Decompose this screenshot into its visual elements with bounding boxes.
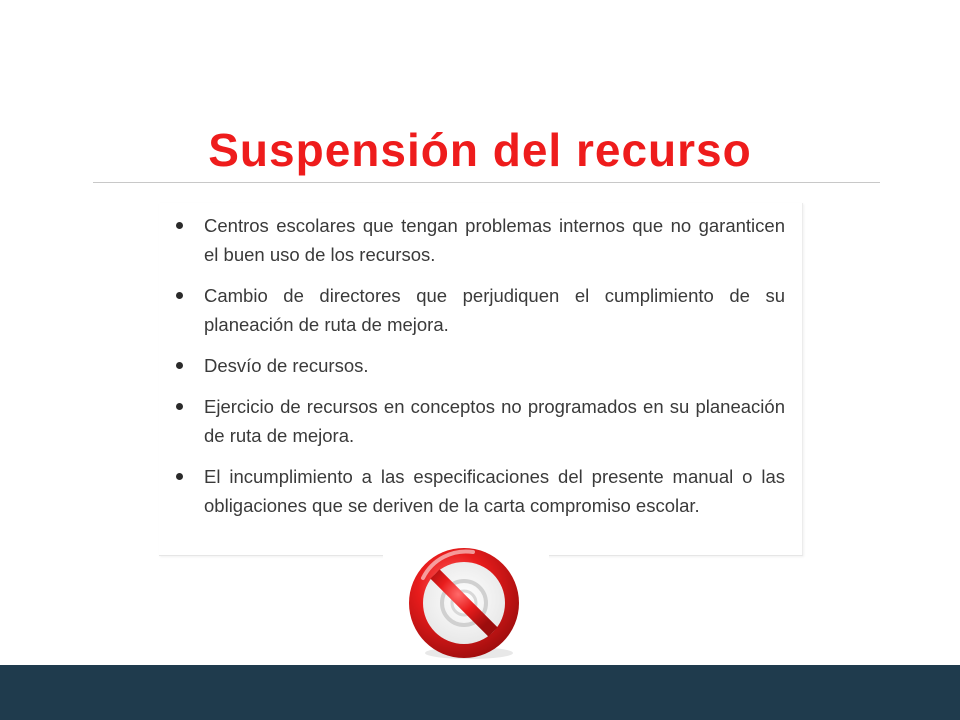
list-item-text: Desvío de recursos. [204,355,369,376]
list-item [173,281,785,339]
bullet-icon [176,362,183,369]
bullet-icon [176,473,183,480]
footer-bar [0,665,960,720]
bullet-icon [176,403,183,410]
bullet-icon [176,222,183,229]
list-item-text: Centros escolares que tengan problemas internos que no garanticen el buen uso de los recursos. [204,215,785,265]
list-item-text: Ejercicio de recursos en conceptos no programados en su planeación de ruta de mejora. [204,396,785,446]
list-item [173,351,785,380]
prohibited-sign-icon [383,540,549,665]
list-item [173,211,785,269]
suspension-criteria-box [159,203,803,556]
suspension-criteria-list [173,211,785,532]
title-divider [93,182,880,183]
list-item-text: El incumplimiento a las especificaciones del presente manual o las obligaciones que se deriven de la carta compromiso escolar. [204,466,785,516]
bullet-icon [176,292,183,299]
slide-title: Suspensión del recurso [208,124,752,176]
list-item [173,392,785,450]
list-item-text: Cambio de directores que perjudiquen el cumplimiento de su planeación de ruta de mejora. [204,285,785,335]
prohibited-sign-container [383,540,549,665]
list-item [173,462,785,520]
